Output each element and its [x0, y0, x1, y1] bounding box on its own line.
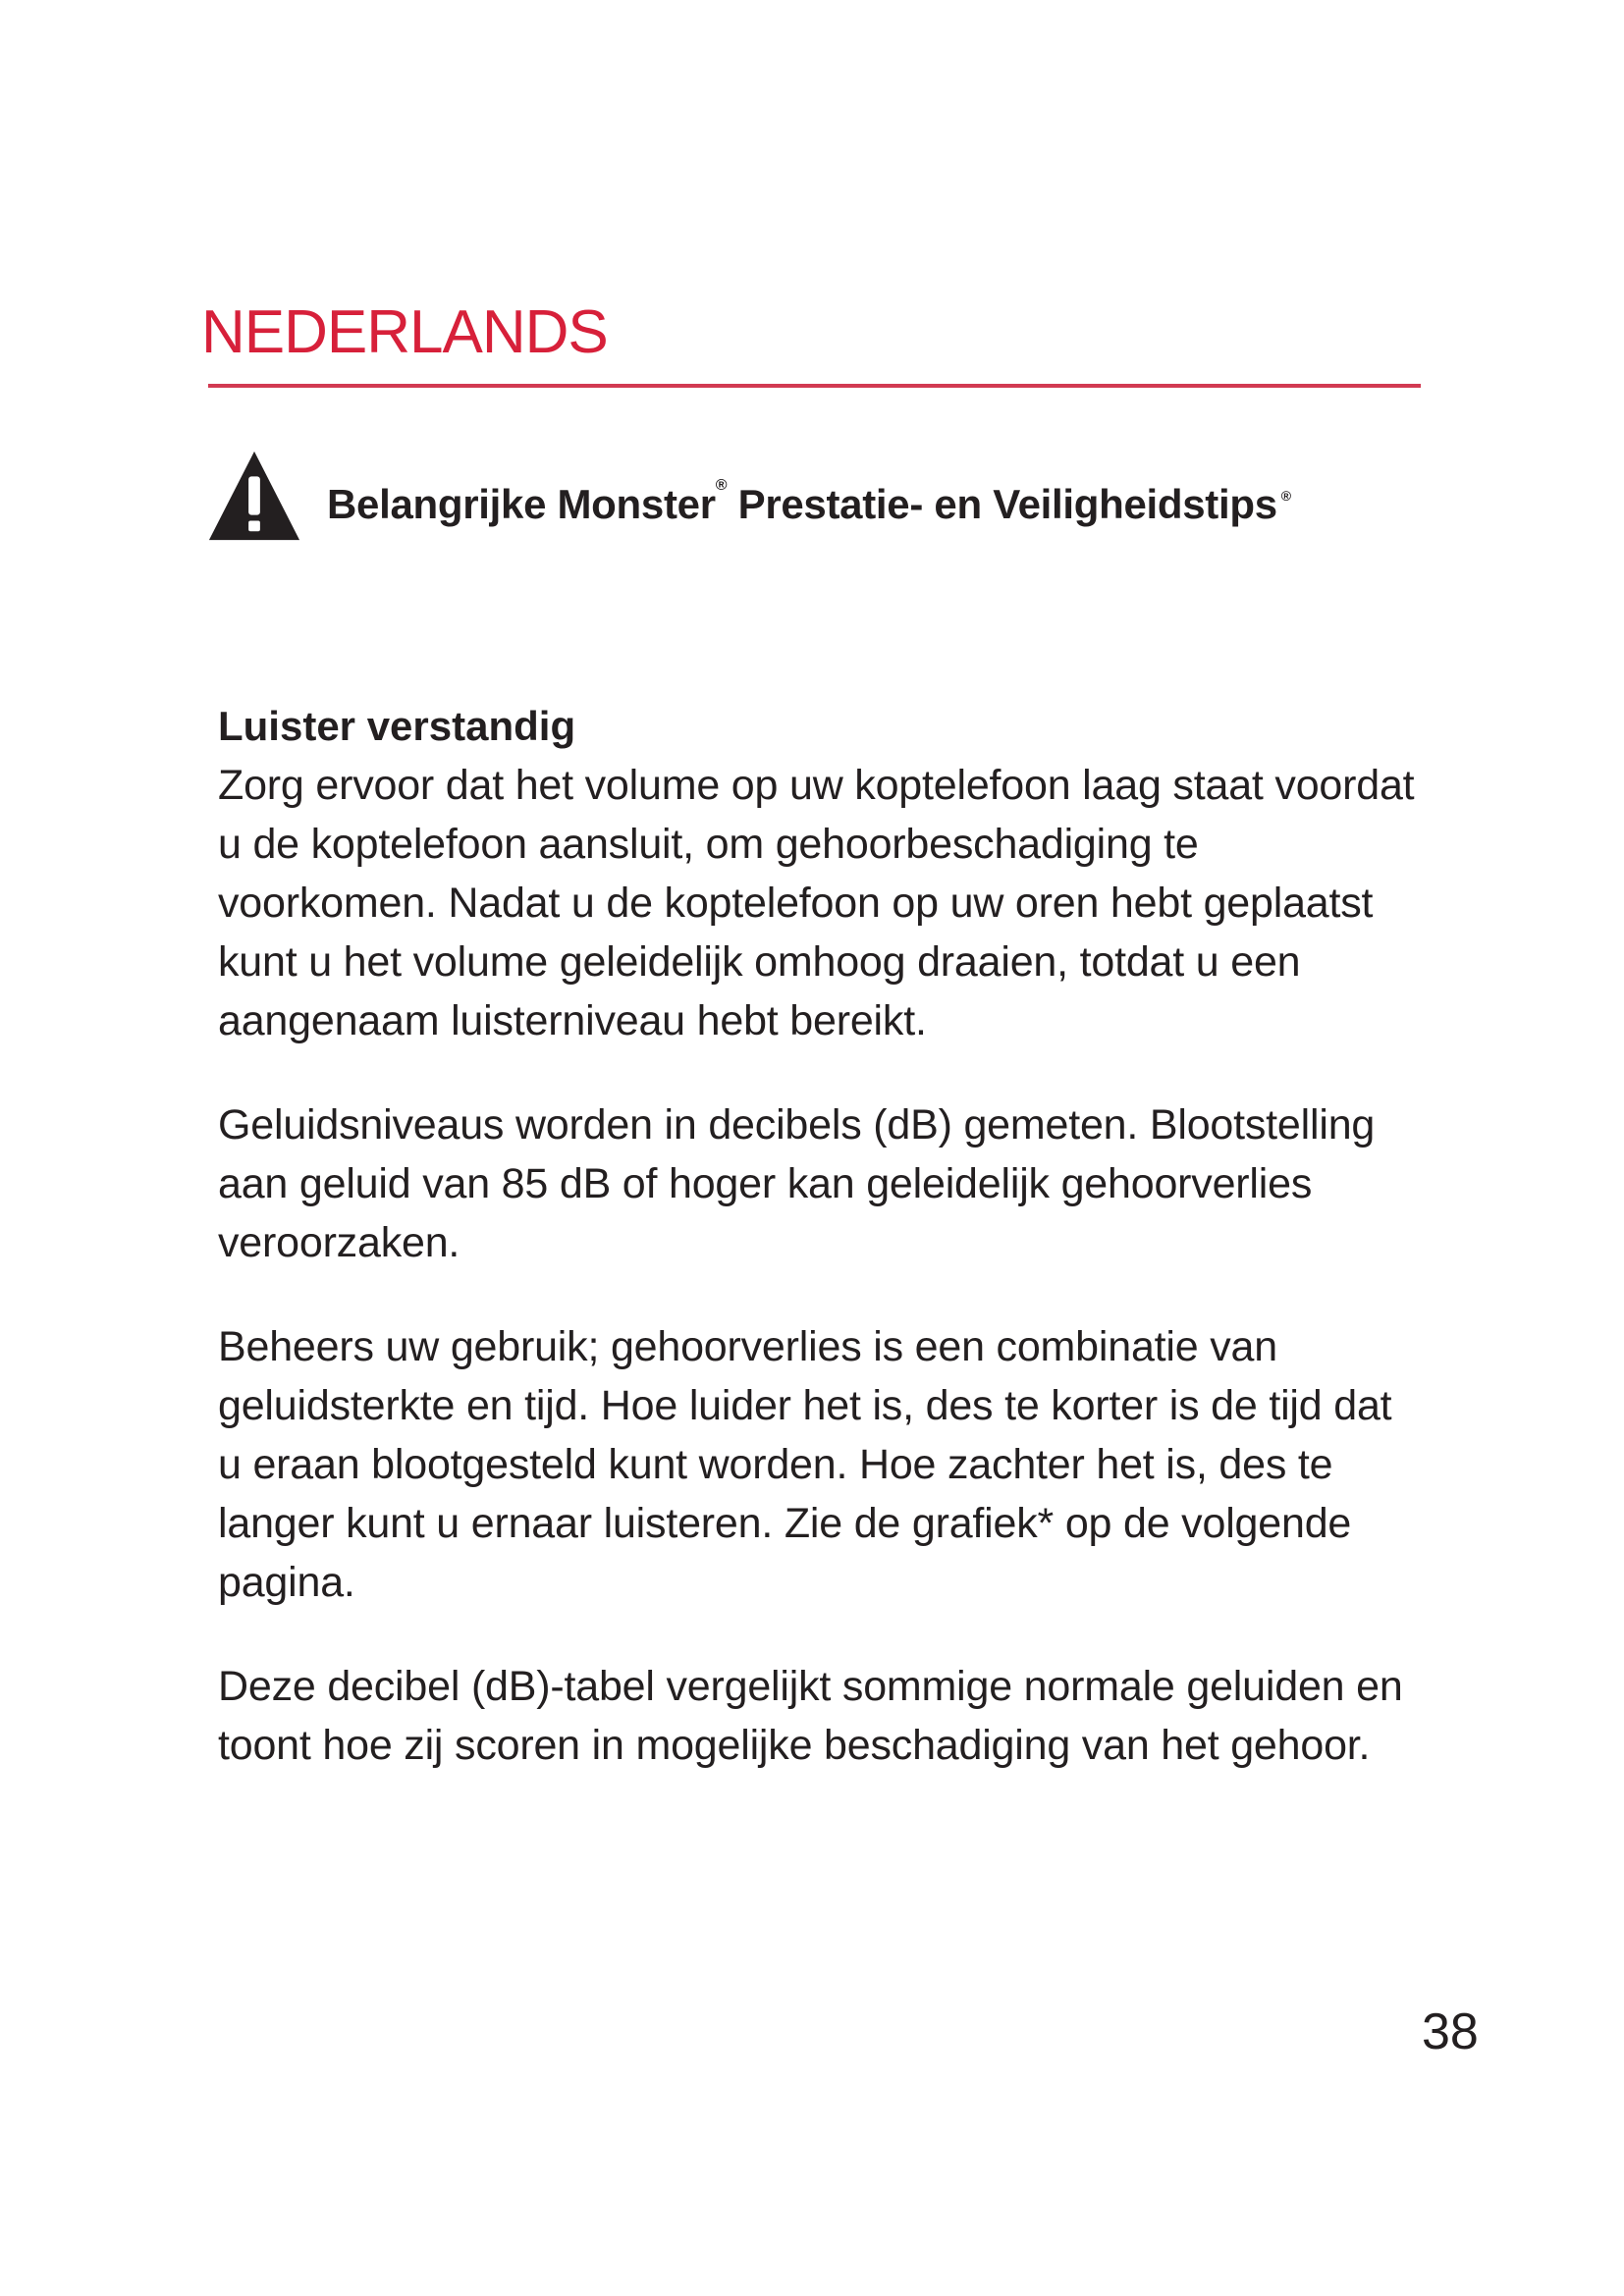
paragraph-volume: Zorg ervoor dat het volume op uw koptelefoon laag staat voordat u de koptelefoon aansluit, om gehoorbeschadiging te voorkomen. Nadat u de koptelefoon op uw oren hebt geplaatst kunt u het volume geleidelijk omhoog draaien, totdat u een aangenaam luisterniveau hebt bereikt.: [218, 762, 1415, 1044]
paragraph-db-table: Deze decibel (dB)-tabel vergelijkt sommige normale geluiden en toont hoe zij scoren in mogelijke beschadiging van het gehoor.: [218, 1663, 1403, 1769]
subheading-listen-wisely: Luister verstandig: [218, 703, 576, 749]
body-content: [218, 697, 1426, 1820]
registered-mark-2: ®: [1280, 488, 1291, 504]
safety-tips-heading: [327, 477, 1291, 528]
registered-mark: ®: [715, 477, 728, 494]
paragraph-decibels: Geluidsniveaus worden in decibels (dB) gemeten. Blootstelling aan geluid van 85 dB of hoger kan geleidelijk gehoorverlies veroorzaken.: [218, 1101, 1376, 1266]
warning-triangle-icon: [206, 448, 302, 544]
section-title: NEDERLANDS: [201, 298, 608, 366]
title-divider: [208, 384, 1421, 388]
paragraph-usage: Beheers uw gebruik; gehoorverlies is een combinatie van geluidsterkte en tijd. Hoe luider het is, des te korter is de tijd dat u eraan blootgesteld kunt worden. Hoe zachter het is, des te langer kunt u ernaar luisteren. Zie de grafiek* op de volgende pagina.: [218, 1323, 1392, 1606]
tips-heading-part1: Belangrijke Monster: [327, 481, 716, 527]
page-number: 38: [1422, 2003, 1479, 2060]
tips-heading-part2: Prestatie- en Veiligheidstips: [727, 481, 1277, 527]
